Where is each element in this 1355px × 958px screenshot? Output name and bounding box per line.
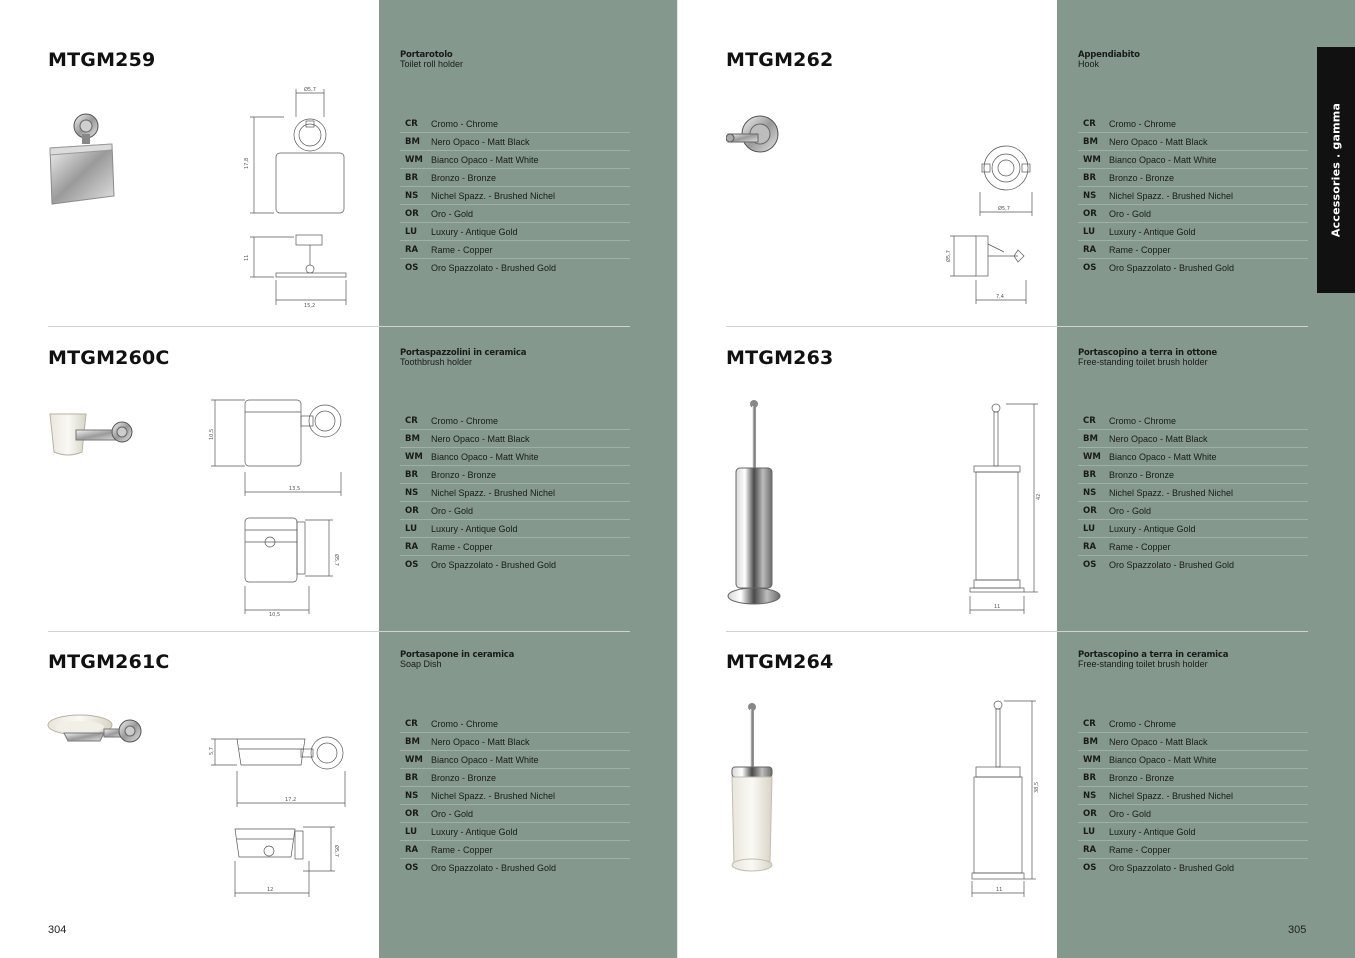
finish-name: Bronzo - Bronze xyxy=(431,772,497,783)
finish-name: Oro Spazzolato - Brushed Gold xyxy=(1109,263,1235,273)
dim-label: 42 xyxy=(1036,493,1042,500)
finish-code: BR xyxy=(1083,772,1097,783)
product-block xyxy=(0,631,677,921)
product-name-en: Free-standing toilet brush holder xyxy=(1078,357,1208,367)
dim-label: 7,4 xyxy=(996,294,1004,300)
finish-row xyxy=(1078,520,1308,538)
finish-row xyxy=(400,841,630,859)
finish-code: NS xyxy=(1083,190,1097,201)
finish-row xyxy=(400,805,630,823)
finish-code: OS xyxy=(1083,863,1097,873)
finish-row xyxy=(400,823,630,841)
finish-row xyxy=(1078,484,1308,502)
finish-name: Nichel Spazz. - Brushed Nichel xyxy=(431,790,556,801)
product-block xyxy=(0,326,677,631)
finish-row xyxy=(1078,223,1308,241)
finish-row xyxy=(1078,769,1308,787)
finish-code: RA xyxy=(405,244,419,255)
finish-name: Cromo - Chrome xyxy=(1109,718,1177,729)
finish-list xyxy=(1078,412,1308,574)
finish-row xyxy=(1078,259,1308,277)
finish-row xyxy=(1078,556,1308,574)
section-side-tab[interactable] xyxy=(1317,47,1355,293)
finish-code: LU xyxy=(1083,523,1096,534)
finish-row xyxy=(400,556,630,574)
product-photo xyxy=(726,703,782,875)
finish-name: Luxury - Antique Gold xyxy=(431,523,518,534)
finish-row xyxy=(400,466,630,484)
finish-row xyxy=(400,538,630,556)
finish-name: Nichel Spazz. - Brushed Nichel xyxy=(1109,487,1234,498)
dim-label: 10,5 xyxy=(269,612,281,618)
finish-code: CR xyxy=(405,718,418,729)
product-name-en: Toilet roll holder xyxy=(400,59,464,69)
finish-code: NS xyxy=(405,487,419,498)
finish-code: OR xyxy=(1083,808,1097,819)
finish-name: Nichel Spazz. - Brushed Nichel xyxy=(431,487,556,498)
finish-row xyxy=(1078,805,1308,823)
finish-name: Oro Spazzolato - Brushed Gold xyxy=(431,863,557,873)
page-number: 305 xyxy=(1288,924,1307,936)
finish-name: Oro - Gold xyxy=(1109,808,1152,819)
finish-row xyxy=(1078,715,1308,733)
finish-name: Bianco Opaco - Matt White xyxy=(431,754,539,765)
product-description xyxy=(1078,349,1217,367)
finish-name: Bronzo - Bronze xyxy=(1109,469,1175,480)
finish-row xyxy=(1078,241,1308,259)
technical-drawing xyxy=(966,697,1046,901)
finish-name: Nichel Spazz. - Brushed Nichel xyxy=(1109,190,1234,201)
dim-label: 10,5 xyxy=(209,428,215,440)
dim-label: Ø5,7 xyxy=(998,206,1010,212)
product-description xyxy=(400,651,514,669)
finish-name: Luxury - Antique Gold xyxy=(1109,523,1196,534)
finish-name: Bianco Opaco - Matt White xyxy=(1109,451,1217,462)
finish-name: Bianco Opaco - Matt White xyxy=(1109,754,1217,765)
finish-row xyxy=(400,859,630,877)
finish-code: CR xyxy=(405,118,418,129)
finish-name: Nero Opaco - Matt Black xyxy=(431,136,530,147)
product-block xyxy=(678,326,1355,631)
product-description xyxy=(1078,51,1140,69)
dim-label: 17,8 xyxy=(244,157,250,169)
finish-name: Luxury - Antique Gold xyxy=(431,826,518,837)
finish-name: Bronzo - Bronze xyxy=(431,469,497,480)
finish-row xyxy=(400,733,630,751)
product-description xyxy=(1078,651,1228,669)
product-code: MTGM259 xyxy=(48,49,156,71)
finish-row xyxy=(1078,751,1308,769)
dim-label: 12 xyxy=(267,887,274,893)
finish-row xyxy=(400,412,630,430)
finish-name: Bianco Opaco - Matt White xyxy=(431,154,539,165)
finish-code: LU xyxy=(1083,826,1096,837)
technical-drawing xyxy=(205,731,355,901)
finish-name: Cromo - Chrome xyxy=(1109,118,1177,129)
finish-code: RA xyxy=(1083,244,1097,255)
finish-code: NS xyxy=(1083,790,1097,801)
finish-code: RA xyxy=(405,541,419,552)
product-name-it: Portascopino a terra in ceramica xyxy=(1078,650,1229,660)
product-photo xyxy=(726,400,782,606)
finish-code: WM xyxy=(405,451,423,462)
finish-name: Luxury - Antique Gold xyxy=(431,226,518,237)
dim-label: 11 xyxy=(996,887,1003,893)
finish-code: WM xyxy=(1083,154,1101,165)
finish-list xyxy=(400,115,630,277)
finish-code: OS xyxy=(405,263,419,273)
product-photo xyxy=(46,108,118,208)
finish-code: OS xyxy=(405,560,419,570)
finish-name: Cromo - Chrome xyxy=(431,118,499,129)
finish-code: OR xyxy=(405,208,419,219)
dim-label: 38,5 xyxy=(1034,781,1040,793)
finish-list xyxy=(1078,715,1308,877)
dim-label: Ø5,7 xyxy=(304,87,316,93)
finish-row xyxy=(400,751,630,769)
dim-label: 11 xyxy=(244,254,250,261)
finish-row xyxy=(400,484,630,502)
product-photo xyxy=(46,711,146,751)
finish-row xyxy=(1078,733,1308,751)
finish-row xyxy=(400,448,630,466)
finish-row xyxy=(1078,430,1308,448)
finish-code: OS xyxy=(1083,560,1097,570)
finish-row xyxy=(400,169,630,187)
finish-name: Cromo - Chrome xyxy=(1109,415,1177,426)
finish-name: Nero Opaco - Matt Black xyxy=(431,736,530,747)
finish-row xyxy=(400,223,630,241)
product-block xyxy=(0,0,677,326)
finish-name: Cromo - Chrome xyxy=(431,415,499,426)
finish-name: Nichel Spazz. - Brushed Nichel xyxy=(1109,790,1234,801)
dim-label: 13,5 xyxy=(289,486,301,492)
dim-label: Ø5,7 xyxy=(333,845,339,857)
finish-row xyxy=(400,133,630,151)
finish-code: NS xyxy=(1083,487,1097,498)
finish-code: OR xyxy=(1083,505,1097,516)
finish-code: CR xyxy=(1083,415,1096,426)
finish-code: LU xyxy=(405,226,418,237)
product-code: MTGM264 xyxy=(726,651,834,673)
finish-name: Oro - Gold xyxy=(431,808,474,819)
finish-name: Nichel Spazz. - Brushed Nichel xyxy=(431,190,556,201)
finish-code: CR xyxy=(1083,718,1096,729)
finish-row xyxy=(1078,412,1308,430)
finish-code: BM xyxy=(405,736,420,747)
product-photo xyxy=(46,408,136,474)
finish-name: Bronzo - Bronze xyxy=(1109,172,1175,183)
finish-code: BM xyxy=(1083,136,1098,147)
finish-list xyxy=(400,715,630,877)
finish-row xyxy=(1078,133,1308,151)
technical-drawing xyxy=(940,140,1050,310)
dim-label: 15,2 xyxy=(304,303,316,309)
finish-code: BM xyxy=(1083,433,1098,444)
finish-name: Rame - Copper xyxy=(1109,244,1171,255)
product-name-it: Appendiabito xyxy=(1078,50,1140,60)
finish-name: Nero Opaco - Matt Black xyxy=(1109,736,1208,747)
product-photo xyxy=(726,110,786,160)
finish-code: BR xyxy=(405,772,419,783)
finish-row xyxy=(1078,823,1308,841)
product-code: MTGM260C xyxy=(48,347,170,369)
finish-row xyxy=(1078,169,1308,187)
finish-name: Rame - Copper xyxy=(1109,844,1171,855)
finish-name: Oro - Gold xyxy=(431,505,474,516)
finish-row xyxy=(400,115,630,133)
finish-row xyxy=(400,520,630,538)
finish-code: BR xyxy=(1083,172,1097,183)
finish-name: Rame - Copper xyxy=(431,541,493,552)
side-tab-label: Accessories . gamma xyxy=(1329,102,1343,238)
product-description xyxy=(400,51,463,69)
finish-row xyxy=(1078,787,1308,805)
finish-list xyxy=(400,412,630,574)
finish-code: RA xyxy=(405,844,419,855)
technical-drawing xyxy=(205,396,355,618)
finish-name: Luxury - Antique Gold xyxy=(1109,226,1196,237)
product-name-it: Portascopino a terra in ottone xyxy=(1078,348,1217,358)
technical-drawing xyxy=(966,400,1046,618)
finish-name: Oro - Gold xyxy=(431,208,474,219)
product-name-en: Free-standing toilet brush holder xyxy=(1078,659,1208,669)
finish-name: Nero Opaco - Matt Black xyxy=(431,433,530,444)
finish-row xyxy=(400,151,630,169)
finish-name: Cromo - Chrome xyxy=(431,718,499,729)
finish-row xyxy=(1078,466,1308,484)
product-name-en: Soap Dish xyxy=(400,659,442,669)
finish-row xyxy=(400,430,630,448)
product-code: MTGM261C xyxy=(48,651,170,673)
catalog-page-left xyxy=(0,0,677,958)
finish-code: OR xyxy=(1083,208,1097,219)
finish-row xyxy=(1078,538,1308,556)
dim-label: 11 xyxy=(994,604,1001,610)
finish-code: WM xyxy=(405,754,423,765)
finish-row xyxy=(1078,187,1308,205)
finish-name: Bianco Opaco - Matt White xyxy=(1109,154,1217,165)
finish-row xyxy=(1078,841,1308,859)
product-name-it: Portasapone in ceramica xyxy=(400,650,515,660)
finish-code: BM xyxy=(1083,736,1098,747)
finish-code: WM xyxy=(405,154,423,165)
finish-name: Luxury - Antique Gold xyxy=(1109,826,1196,837)
finish-name: Oro - Gold xyxy=(1109,505,1152,516)
finish-row xyxy=(400,769,630,787)
finish-code: OR xyxy=(405,808,419,819)
product-block xyxy=(678,631,1355,921)
product-code: MTGM262 xyxy=(726,49,834,71)
finish-row xyxy=(400,205,630,223)
dim-label: 5,7 xyxy=(209,747,215,755)
finish-code: BM xyxy=(405,136,420,147)
finish-row xyxy=(400,715,630,733)
finish-row xyxy=(400,241,630,259)
finish-row xyxy=(400,259,630,277)
product-code: MTGM263 xyxy=(726,347,834,369)
dim-label: Ø5,7 xyxy=(333,554,339,566)
finish-row xyxy=(400,187,630,205)
finish-name: Oro Spazzolato - Brushed Gold xyxy=(431,263,557,273)
finish-code: CR xyxy=(405,415,418,426)
finish-row xyxy=(1078,115,1308,133)
finish-code: NS xyxy=(405,190,419,201)
finish-row xyxy=(1078,448,1308,466)
finish-name: Nero Opaco - Matt Black xyxy=(1109,136,1208,147)
finish-code: OS xyxy=(1083,263,1097,273)
finish-row xyxy=(1078,205,1308,223)
finish-row xyxy=(1078,859,1308,877)
finish-code: BR xyxy=(405,172,419,183)
finish-name: Bronzo - Bronze xyxy=(1109,772,1175,783)
finish-code: BR xyxy=(405,469,419,480)
dim-label: Ø5,7 xyxy=(946,250,952,262)
finish-code: CR xyxy=(1083,118,1096,129)
finish-name: Oro Spazzolato - Brushed Gold xyxy=(431,560,557,570)
finish-code: RA xyxy=(1083,844,1097,855)
finish-row xyxy=(1078,502,1308,520)
finish-code: LU xyxy=(405,826,418,837)
product-name-it: Portarotolo xyxy=(400,50,453,60)
finish-name: Nero Opaco - Matt Black xyxy=(1109,433,1208,444)
finish-row xyxy=(400,502,630,520)
finish-name: Rame - Copper xyxy=(431,244,493,255)
catalog-page-right xyxy=(678,0,1355,958)
finish-list xyxy=(1078,115,1308,277)
finish-name: Oro Spazzolato - Brushed Gold xyxy=(1109,560,1235,570)
finish-code: BR xyxy=(1083,469,1097,480)
finish-row xyxy=(400,787,630,805)
product-name-it: Portaspazzolini in ceramica xyxy=(400,348,527,358)
finish-name: Bianco Opaco - Matt White xyxy=(431,451,539,462)
product-description xyxy=(400,349,526,367)
finish-name: Oro - Gold xyxy=(1109,208,1152,219)
finish-code: LU xyxy=(1083,226,1096,237)
product-name-en: Toothbrush holder xyxy=(400,357,473,367)
finish-code: WM xyxy=(1083,754,1101,765)
finish-code: BM xyxy=(405,433,420,444)
dim-label: 17,2 xyxy=(285,797,297,803)
finish-name: Rame - Copper xyxy=(431,844,493,855)
finish-code: OS xyxy=(405,863,419,873)
page-number: 304 xyxy=(48,924,67,936)
product-name-en: Hook xyxy=(1078,59,1100,69)
product-block xyxy=(678,0,1355,326)
finish-code: OR xyxy=(405,505,419,516)
finish-name: Rame - Copper xyxy=(1109,541,1171,552)
finish-code: LU xyxy=(405,523,418,534)
finish-name: Bronzo - Bronze xyxy=(431,172,497,183)
finish-code: NS xyxy=(405,790,419,801)
finish-code: WM xyxy=(1083,451,1101,462)
finish-name: Oro Spazzolato - Brushed Gold xyxy=(1109,863,1235,873)
technical-drawing xyxy=(244,85,354,310)
finish-code: RA xyxy=(1083,541,1097,552)
finish-row xyxy=(1078,151,1308,169)
